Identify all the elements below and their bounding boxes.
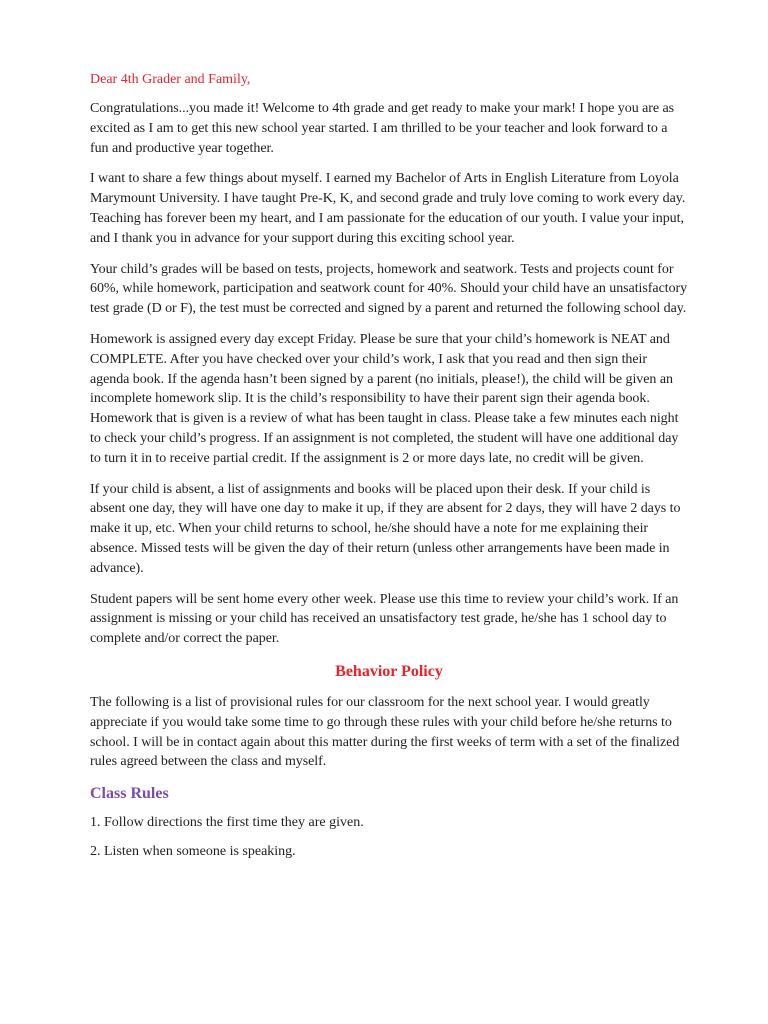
paragraph-grades: Your child’s grades will be based on tests, projects, homework and seatwork. Tests and projects count for 60%, while homework, participation and seatwork count for 40%. Should your child have an unsatisfactory test grade (D or F), the test must be corrected and signed by a parent and returned the following school day.: [90, 261, 688, 317]
paragraph-welcome: Congratulations...you made it! Welcome to 4th grade and get ready to make your mark! I hope you are as excited as I am to get this new school year started. I am thrilled to be your teacher and look forward to a fun and productive year together.: [90, 101, 675, 156]
behavior-policy-heading: Behavior Policy: [335, 662, 443, 680]
class-rules-heading: Class Rules: [90, 785, 169, 803]
paragraph-behavior-policy: The following is a list of provisional rules for our classroom for the next school year. I would greatly appreciate if you would take some time to go through these rules with your child before he/she returns to school. I will be in contact again about this matter during the first weeks of term with a set of the finalized rules agreed between the class and myself.: [90, 694, 680, 770]
class-rule-item: 1. Follow directions the first time they are given.: [90, 815, 364, 831]
class-rule-item: 2. Listen when someone is speaking.: [90, 843, 296, 859]
paragraph-homework: Homework is assigned every day except Friday. Please be sure that your child’s homework is NEAT and COMPLETE. After you have checked over your child’s work, I ask that you read and then sign their agenda book. If the agenda hasn’t been signed by a parent (no initials, please!), the child will be given an incomplete homework slip. It is the child’s responsibility to have their parent sign their agenda book. Homework that is given is a review of what has been taught in class. Please take a few minutes each night to check your child’s progress. If an assignment is not completed, the student will have one additional day to turn it in to receive partial credit. If the assignment is 2 or more days late, no credit will be given.: [90, 331, 679, 466]
paragraph-about-me: I want to share a few things about myself. I earned my Bachelor of Arts in English Literature from Loyola Marymount University. I have taught Pre-K, K, and second grade and truly love coming to work every day. Teaching has forever been my heart, and I am passionate for the education of our youth. I value your input, and I thank you in advance for your support during this exciting school year.: [90, 171, 686, 246]
paragraph-student-papers: Student papers will be sent home every other week. Please use this time to review your child’s work. If an assignment is missing or your child has received an unsatisfactory test grade, he/she has 1 school day to complete and/or correct the paper.: [90, 591, 679, 647]
paragraph-absence: If your child is absent, a list of assignments and books will be placed upon their desk. If your child is absent one day, they will have one day to make it up, if they are absent for 2 days, they will have 2 days to make it up, etc. When your child returns to school, he/she should have a note for me explaining their absence. Missed tests will be given the day of their return (unless other arrangements have been made in advance).: [90, 481, 681, 576]
salutation: Dear 4th Grader and Family,: [90, 72, 251, 87]
